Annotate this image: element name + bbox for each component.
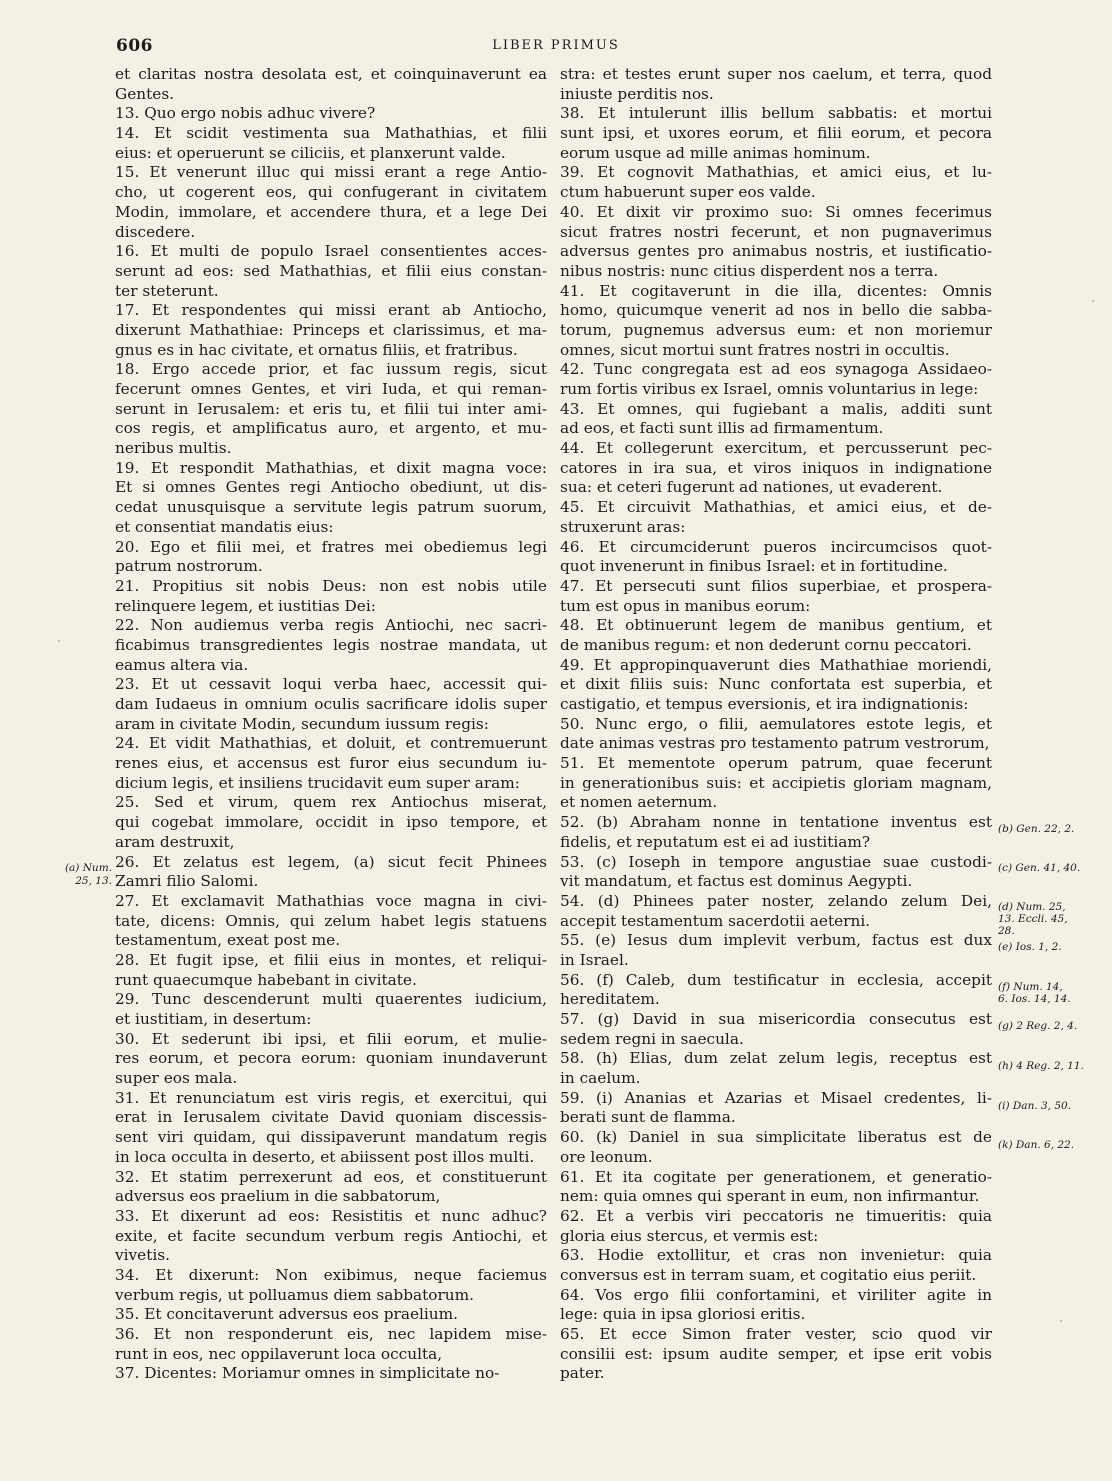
text-line: 61. Et ita cogitate per generationem, et generatio-	[560, 1167, 992, 1186]
text-line: 26. Et zelatus est legem, (a) sicut fecit Phinees	[115, 852, 547, 871]
text-line: 29. Tunc descenderunt multi quaerentes iudicium,	[115, 990, 547, 1009]
text-line: 21. Propitius sit nobis Deus: non est nobis utile	[115, 576, 547, 595]
text-line: 60. (k) Daniel in sua simplicitate liberatus est de	[560, 1128, 992, 1147]
text-line: 17. Et respondentes qui missi erant ab Antiocho,	[115, 301, 547, 320]
text-line: date animas vestras pro testamento patrum vestrorum,	[560, 734, 990, 753]
text-line: et claritas nostra desolata est, et coinquinaverunt ea	[115, 65, 547, 83]
text-line: quot invenerunt in finibus Israel: et in fortitudine.	[560, 557, 948, 576]
text-line: runt in eos, nec oppilaverunt loca occulta,	[115, 1344, 443, 1363]
text-line: ore leonum.	[560, 1147, 653, 1166]
text-line: de manibus regum: et non dederunt cornu peccatori.	[560, 635, 972, 654]
text-line: et dixit filiis suis: Nunc confortata est superbia, et	[560, 675, 992, 694]
text-line: neribus multis.	[115, 439, 232, 458]
text-line: verbum regis, ut polluamus diem sabbatorum.	[115, 1285, 474, 1304]
text-line: 16. Et multi de populo Israel consentientes acces-	[115, 242, 547, 261]
text-line: sedem regni in saecula.	[560, 1029, 744, 1048]
text-line: 19. Et respondit Mathathias, et dixit magna voce:	[115, 458, 547, 477]
text-line: ter steterunt.	[115, 281, 219, 300]
text-line: dicium legis, et insiliens trucidavit eum super aram:	[115, 773, 520, 792]
margin-note-g: (g) 2 Reg. 2, 4.	[998, 1020, 1078, 1032]
margin-note-h: (h) 4 Reg. 2, 11.	[998, 1060, 1084, 1072]
text-line: dixerunt Mathathiae: Princeps et clarissimus, et ma-	[115, 320, 547, 339]
text-line: et consentiat mandatis eius:	[115, 517, 334, 536]
text-line: eius: et operuerunt se ciliciis, et planxerunt valde.	[115, 143, 506, 162]
text-line: ad eos, et facti sunt illis ad firmamentum.	[560, 419, 884, 438]
text-line: et nomen aeternum.	[560, 793, 718, 812]
text-line: 58. (h) Elias, dum zelat zelum legis, receptus est	[560, 1049, 992, 1068]
text-line: 38. Et intulerunt illis bellum sabbatis: et mortui	[560, 104, 992, 123]
text-line: 48. Et obtinuerunt legem de manibus gentium, et	[560, 616, 992, 635]
text-line: 55. (e) Iesus dum implevit verbum, factus est dux	[560, 931, 992, 950]
text-line: 15. Et venerunt illuc qui missi erant a rege Antio-	[115, 163, 547, 182]
text-line: 47. Et persecuti sunt filios superbiae, et prospera-	[560, 576, 992, 595]
text-line: sicut fratres nostri fecerunt, et non pugnaverimus	[560, 222, 992, 241]
text-line: 52. (b) Abraham nonne in tentatione inventus est	[560, 813, 992, 832]
text-line: struxerunt aras:	[560, 517, 686, 536]
text-line: eamus altera via.	[115, 655, 249, 674]
text-line: 37. Dicentes: Moriamur omnes in simplicitate no-	[115, 1364, 500, 1383]
text-line: et iustitiam, in desertum:	[115, 1010, 312, 1028]
margin-note-e: (e) Ios. 1, 2.	[998, 941, 1062, 953]
text-line: tum est opus in manibus eorum:	[560, 596, 811, 615]
text-line: 25. Sed et virum, quem rex Antiochus miserat,	[115, 793, 547, 812]
text-line: 40. Et dixit vir proximo suo: Si omnes fecerimus	[560, 202, 992, 221]
text-line: conversus est in terram suam, et cogitatio eius periit.	[560, 1265, 977, 1284]
text-line: vit mandatum, et factus est dominus Aegypti.	[560, 872, 913, 891]
text-line: castigatio, et tempus eversionis, et ira indignationis:	[560, 695, 969, 713]
text-line: torum, pugnemus adversus eum: et non moriemur	[560, 320, 992, 339]
text-line: 57. (g) David in sua misericordia consecutus est	[560, 1010, 992, 1028]
text-line: 22. Non audiemus verba regis Antiochi, nec sacri-	[115, 616, 547, 635]
paper-speck	[1060, 1320, 1062, 1322]
text-line: 32. Et statim perrexerunt ad eos, et constituerunt	[115, 1167, 547, 1186]
text-line: cos regis, et amplificatus auro, et argento, et mu-	[115, 419, 547, 438]
text-line: 43. Et omnes, qui fugiebant a malis, additi sunt	[560, 399, 992, 418]
margin-note-f-cont: 6. Ios. 14, 14.	[998, 993, 1071, 1005]
text-line: rum fortis viribus ex Israel, omnis voluntarius in lege:	[560, 380, 979, 398]
text-line: 36. Et non responderunt eis, nec lapidem mise-	[115, 1325, 547, 1343]
right-column	[560, 65, 992, 1384]
left-column	[115, 65, 547, 1384]
text-line: adversus eos praelium in die sabbatorum,	[115, 1187, 441, 1206]
text-line: 53. (c) Ioseph in tempore angustiae suae custodi-	[560, 852, 992, 871]
text-line: 45. Et circuivit Mathathias, et amici eius, et de-	[560, 498, 992, 517]
margin-note-a: (a) Num.	[64, 862, 112, 874]
margin-note-d: (d) Num. 25,	[998, 901, 1066, 913]
text-line: Zamri filio Salomi.	[115, 872, 259, 891]
margin-note-d-cont: 13. Eccli. 45,	[998, 913, 1068, 925]
text-line: 51. Et mementote operum patrum, quae fecerunt	[560, 754, 992, 773]
text-line: 56. (f) Caleb, dum testificatur in ecclesia, accepit	[560, 970, 992, 989]
text-line: 42. Tunc congregata est ad eos synagoga Assidaeo-	[560, 360, 992, 379]
margin-note-c: (c) Gen. 41, 40.	[998, 862, 1081, 874]
text-line: berati sunt de flamma.	[560, 1108, 736, 1127]
text-line: relinquere legem, et iustitias Dei:	[115, 596, 376, 615]
text-line: 28. Et fugit ipse, et filii eius in montes, et reliqui-	[115, 950, 547, 969]
text-line: runt quaecumque habebant in civitate.	[115, 970, 417, 989]
text-line: tate, dicens: Omnis, qui zelum habet legis statuens	[115, 911, 547, 930]
text-line: serunt ad eos: sed Mathathias, et filii eius constan-	[115, 261, 547, 280]
text-line: ficabimus transgredientes legis nostrae mandata, ut	[115, 635, 547, 654]
text-line: 14. Et scidit vestimenta sua Mathathias, et filii	[115, 124, 547, 143]
text-line: fecerunt omnes Gentes, et viri Iuda, et qui reman-	[115, 380, 547, 398]
text-line: in caelum.	[560, 1069, 641, 1088]
margin-note-a-cont: 25, 13.	[75, 875, 112, 887]
text-line: sunt ipsi, et uxores eorum, et filii eorum, et pecora	[560, 124, 992, 143]
text-line: accepit testamentum sacerdotii aeterni.	[560, 911, 871, 930]
text-line: in loca occulta in deserto, et abiissent post illos multi.	[115, 1147, 535, 1166]
text-line: qui cogebat immolare, occidit in ipso tempore, et	[115, 813, 547, 832]
text-line: 62. Et a verbis viri peccatoris ne timueritis: quia	[560, 1206, 992, 1225]
text-line: in generationibus suis: et accipietis gloriam magnam,	[560, 773, 992, 792]
text-line: hereditatem.	[560, 990, 660, 1009]
margin-note-i: (i) Dan. 3, 50.	[998, 1100, 1072, 1112]
text-line: 34. Et dixerunt: Non exibimus, neque faciemus	[115, 1265, 547, 1284]
text-line: aram in civitate Modin, secundum iussum regis:	[115, 714, 489, 733]
text-line: homo, quicumque venerit ad nos in bello die sabba-	[560, 301, 992, 320]
text-line: aram destruxit,	[115, 832, 235, 851]
text-line: in Israel.	[560, 950, 629, 969]
text-line: testamentum, exeat post me.	[115, 931, 341, 950]
text-line: lege: quia in ipsa gloriosi eritis.	[560, 1305, 806, 1324]
text-line: 18. Ergo accede prior, et fac iussum regis, sicut	[115, 360, 547, 379]
text-line: 35. Et concitaverunt adversus eos praelium.	[115, 1305, 459, 1324]
text-line: sua: et ceteri fugerunt ad nationes, ut evaderent.	[560, 478, 943, 497]
text-line: 44. Et collegerunt exercitum, et percusserunt pec-	[560, 439, 992, 458]
paper-speck	[1092, 300, 1094, 302]
text-line: discedere.	[115, 222, 196, 241]
page-number: 606	[116, 36, 153, 56]
paper-speck	[58, 640, 60, 642]
text-line: gloria eius stercus, et vermis est:	[560, 1226, 819, 1245]
text-line: 50. Nunc ergo, o filii, aemulatores estote legis, et	[560, 714, 992, 733]
text-line: 39. Et cognovit Mathathias, et amici eius, et lu-	[560, 163, 992, 182]
text-line: consilii est: ipsum audite semper, et ipse erit vobis	[560, 1344, 992, 1363]
text-line: patrum nostrorum.	[115, 557, 263, 576]
text-line: catores in ira sua, et viros iniquos in indignatione	[560, 458, 992, 477]
text-line: 64. Vos ergo filii confortamini, et viriliter agite in	[560, 1285, 992, 1304]
text-line: 24. Et vidit Mathathias, et doluit, et contremuerunt	[115, 734, 547, 753]
text-line: Et si omnes Gentes regi Antiocho obediunt, ut dis-	[115, 478, 547, 497]
text-line: adversus gentes pro animabus nostris, et iustificatio-	[560, 242, 992, 261]
margin-note-f: (f) Num. 14,	[998, 981, 1063, 993]
running-title: LIBER PRIMUS	[492, 38, 620, 53]
text-line: omnes, sicut mortui sunt fratres nostri in occultis.	[560, 340, 950, 359]
text-line: 13. Quo ergo nobis adhuc vivere?	[115, 104, 376, 123]
text-line: 54. (d) Phinees pater noster, zelando zelum Dei,	[560, 891, 992, 910]
text-line: nem: quia omnes qui sperant in eum, non infirmantur.	[560, 1187, 980, 1206]
text-line: 59. (i) Ananias et Azarias et Misael credentes, li-	[560, 1088, 992, 1107]
margin-note-d-cont2: 28.	[998, 925, 1015, 937]
text-line: super eos mala.	[115, 1069, 238, 1088]
text-line: pater.	[560, 1364, 605, 1383]
text-line: 63. Hodie extollitur, et cras non invenietur: quia	[560, 1246, 992, 1265]
text-line: vivetis.	[115, 1246, 170, 1265]
text-line: erat in Ierusalem civitate David quoniam discessis-	[115, 1108, 547, 1127]
text-line: 20. Ego et filii mei, et fratres mei obediemus legi	[115, 537, 547, 556]
text-line: 33. Et dixerunt ad eos: Resistitis et nunc adhuc?	[115, 1206, 547, 1225]
text-line: cho, ut cogerent eos, qui confugerant in civitatem	[115, 183, 547, 202]
text-line: 41. Et cogitaverunt in die illa, dicentes: Omnis	[560, 281, 992, 300]
text-line: exite, et facite secundum verbum regis Antiochi, et	[115, 1226, 547, 1245]
text-line: iniuste perditis nos.	[560, 84, 714, 103]
text-line: cedat unusquisque a servitute legis patrum suorum,	[115, 498, 547, 517]
text-line: 46. Et circumciderunt pueros incircumcisos quot-	[560, 537, 992, 556]
text-line: 30. Et sederunt ibi ipsi, et filii eorum, et mulie-	[115, 1029, 547, 1048]
text-line: 27. Et exclamavit Mathathias voce magna in civi-	[115, 891, 547, 910]
margin-note-b: (b) Gen. 22, 2.	[998, 823, 1075, 835]
margin-note-k: (k) Dan. 6, 22.	[998, 1139, 1075, 1151]
text-line: dam Iudaeus in omnium oculis sacrificare idolis super	[115, 695, 547, 713]
text-line: res eorum, et pecora eorum: quoniam inundaverunt	[115, 1049, 547, 1068]
text-line: stra: et testes erunt super nos caelum, et terra, quod	[560, 65, 992, 83]
text-line: Gentes.	[115, 84, 175, 103]
text-line: sent viri quidam, qui dissipaverunt mandatum regis	[115, 1128, 547, 1147]
text-line: 65. Et ecce Simon frater vester, scio quod vir	[560, 1325, 992, 1343]
text-line: Modin, immolare, et accendere thura, et a lege Dei	[115, 202, 547, 221]
text-line: gnus es in hac civitate, et ornatus filiis, et fratribus.	[115, 340, 518, 359]
text-line: eorum usque ad mille animas hominum.	[560, 143, 871, 162]
text-line: fidelis, et reputatum est ei ad iustitiam?	[560, 832, 871, 851]
text-line: nibus nostris: nunc citius disperdent nos a terra.	[560, 261, 939, 280]
text-line: 23. Et ut cessavit loqui verba haec, accessit qui-	[115, 675, 547, 694]
text-line: ctum habuerunt super eos valde.	[560, 183, 816, 202]
text-line: 31. Et renunciatum est viris regis, et exercitui, qui	[115, 1088, 547, 1107]
text-line: 49. Et appropinquaverunt dies Mathathiae moriendi,	[560, 655, 992, 674]
text-line: serunt in Ierusalem: et eris tu, et filii tui inter ami-	[115, 399, 547, 418]
text-line: renes eius, et accensus est furor eius secundum iu-	[115, 754, 547, 773]
